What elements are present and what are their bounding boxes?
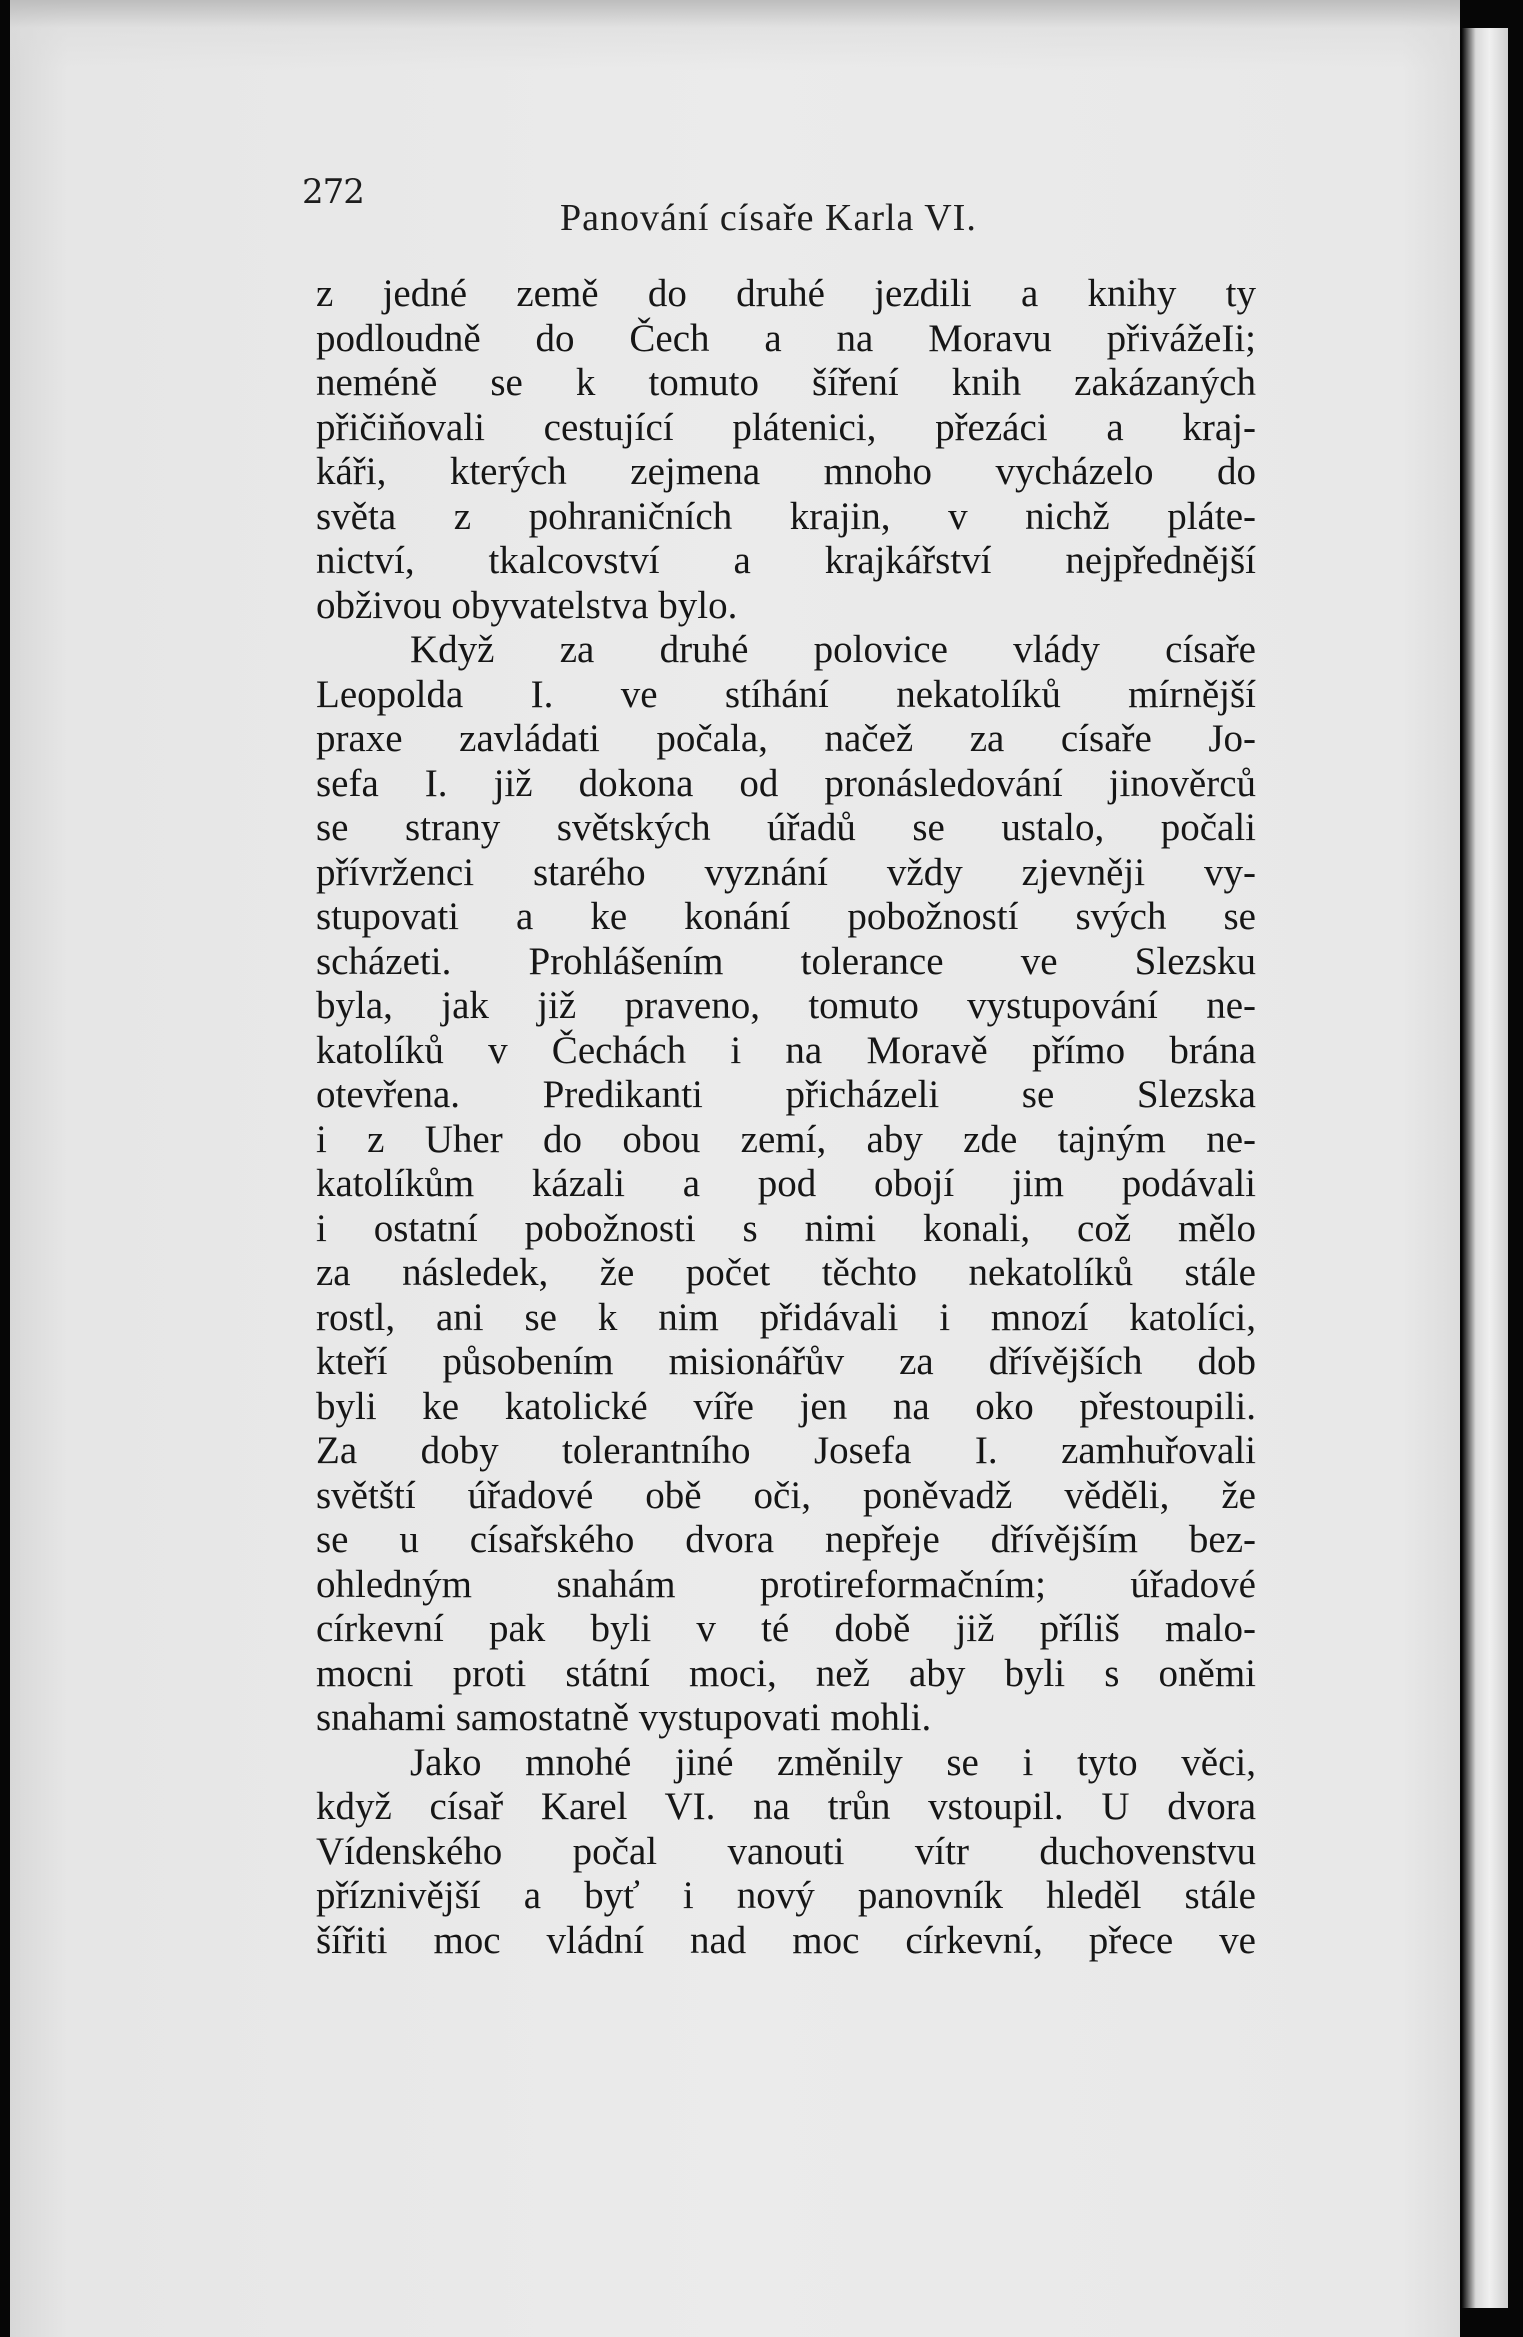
text-line: rostl, ani se k nim přidávali i mnozí katolíci, [316,1295,1256,1339]
text-line: neméně se k tomuto šíření knih zakázaných [316,361,1256,404]
body-text [316,272,1256,1963]
text-line: se u císařského dvora nepřeje dřívějším bez- [316,1518,1256,1561]
text-line: sefa I. již dokona od pronásledování jinověrců [316,761,1256,805]
text-line: katolíků v Čechách i na Moravě přímo brána [316,1028,1256,1072]
text-line: když císař Karel VI. na trůn vstoupil. U dvora [316,1785,1256,1828]
text-line: příznivější a byť i nový panovník hleděl stále [316,1874,1256,1917]
text-line: podloudně do Čech a na Moravu přivážeIi; [316,316,1256,360]
text-line: katolíkům kázali a pod obojí jim podávali [316,1162,1256,1205]
text-line: se strany světských úřadů se ustalo, počali [316,806,1256,849]
next-page-edge [1462,28,1508,2308]
text-line: světští úřadové obě oči, poněvadž věděli, že [316,1473,1256,1517]
paragraph-start-line: Když za druhé polovice vlády císaře [410,628,1256,671]
text-line: káři, kterých zejmena mnoho vycházelo do [316,450,1256,493]
text-line: i ostatní pobožnosti s nimi konali, což mělo [316,1206,1256,1250]
text-line: za následek, že počet těchto nekatolíků stále [316,1251,1256,1294]
text-line: Vídenského počal vanouti vítr duchovenstvu [316,1829,1256,1873]
text-line: z jedné země do druhé jezdili a knihy ty [316,272,1256,315]
paragraph-end-line: snahami samostatně vystupovati mohli. [316,1696,932,1739]
text-line: scházeti. Prohlášením tolerance ve Slezsku [316,939,1256,983]
text-line: církevní pak byli v té době již příliš malo- [316,1607,1256,1650]
text-line: stupovati a ke konání pobožností svých se [316,895,1256,938]
text-line: Leopolda I. ve stíhání nekatolíků mírnější [316,672,1256,716]
text-line: světa z pohraničních krajin, v nichž pláte- [316,494,1256,538]
text-line: nictví, tkalcovství a krajkářství nejpřednější [316,539,1256,582]
text-line: praxe zavládati počala, načež za císaře Jo- [316,717,1256,760]
text-line: přívrženci starého vyznání vždy zjevněji vy- [316,850,1256,894]
text-line: mocni proti státní moci, než aby byli s oněmi [316,1651,1256,1695]
running-head: Panování císaře Karla VI. [560,197,977,239]
page-shadow [10,0,1460,70]
text-line: byli ke katolické víře jen na oko přestoupili. [316,1384,1256,1428]
text-line: otevřena. Predikanti přicházeli se Slezska [316,1073,1256,1116]
text-line: kteří působením misionářův za dřívějších dob [316,1340,1256,1383]
paragraph-end-line: obživou obyvatelstva bylo. [316,583,738,627]
text-line: byla, jak již praveno, tomuto vystupování ne- [316,984,1256,1027]
text-line: i z Uher do obou zemí, aby zde tajným ne- [316,1117,1256,1161]
text-line: ohledným snahám protireformačním; úřadové [316,1562,1256,1606]
text-line: šířiti moc vládní nad moc církevní, přece ve [316,1918,1256,1962]
paragraph-start-line: Jako mnohé jiné změnily se i tyto věci, [410,1740,1256,1784]
text-line: přičiňovali cestující plátenici, přezáci a kraj- [316,405,1256,449]
page-number: 272 [302,172,364,212]
text-line: Za doby tolerantního Josefa I. zamhuřovali [316,1429,1256,1472]
paper-page [10,0,1460,2337]
